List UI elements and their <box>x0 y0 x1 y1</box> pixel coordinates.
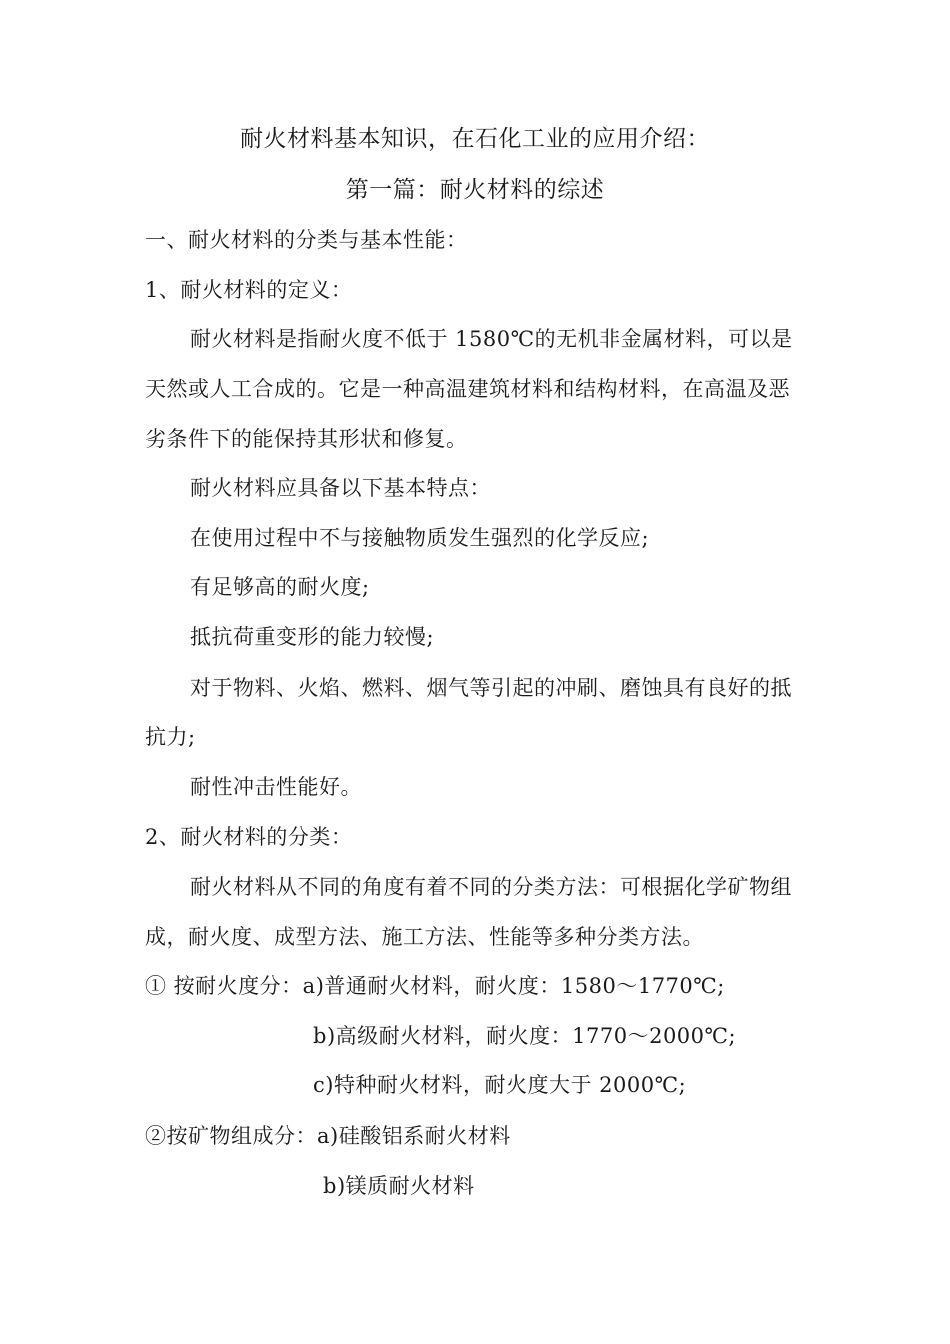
feature-item: 有足够高的耐火度; <box>190 575 370 599</box>
feature-item: 耐性冲击性能好。 <box>190 775 362 799</box>
classification-item: ②按矿物组成分：a)硅酸铝系耐火材料 <box>145 1124 511 1148</box>
definition-paragraph-line: 劣条件下的能保持其形状和修复。 <box>145 427 468 451</box>
definition-paragraph-line: 耐火材料是指耐火度不低于 1580℃的无机非金属材料，可以是 <box>190 327 793 351</box>
features-intro: 耐火材料应具备以下基本特点： <box>190 476 491 500</box>
feature-item: 对于物料、火焰、燃料、烟气等引起的冲刷、磨蚀具有良好的抵 <box>190 676 792 700</box>
feature-item: 在使用过程中不与接触物质发生强烈的化学反应; <box>190 526 650 550</box>
classification-paragraph-line: 耐火材料从不同的角度有着不同的分类方法：可根据化学矿物组 <box>190 875 792 899</box>
classification-item: b)镁质耐火材料 <box>323 1174 475 1198</box>
definition-paragraph-line: 天然或人工合成的。它是一种高温建筑材料和结构材料，在高温及恶 <box>145 377 790 401</box>
subsection-heading: 1、耐火材料的定义： <box>145 278 353 302</box>
subsection-heading: 2、耐火材料的分类： <box>145 825 353 849</box>
feature-item: 抵抗荷重变形的能力较慢; <box>190 625 435 649</box>
classification-item: ① 按耐火度分：a)普通耐火材料，耐火度：1580～1770℃; <box>145 974 725 998</box>
classification-paragraph-line: 成，耐火度、成型方法、施工方法、性能等多种分类方法。 <box>145 925 704 949</box>
classification-item: b)高级耐火材料，耐火度：1770～2000℃; <box>313 1024 737 1048</box>
feature-item: 抗力; <box>145 725 196 749</box>
document-title: 耐火材料基本知识，在石化工业的应用介绍： <box>240 126 710 152</box>
document-subtitle: 第一篇：耐火材料的综述 <box>345 177 605 203</box>
classification-item: c)特种耐火材料，耐火度大于 2000℃; <box>313 1073 687 1097</box>
section-heading: 一、耐火材料的分类与基本性能： <box>145 228 468 252</box>
